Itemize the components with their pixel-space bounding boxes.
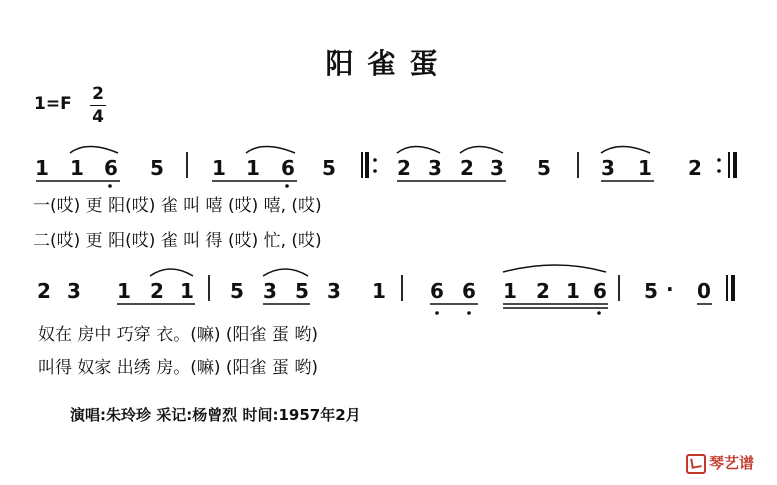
note: 5 <box>150 156 164 180</box>
note: 2 <box>150 279 164 303</box>
page-title: 阳雀蛋 <box>325 47 452 80</box>
note: 1 <box>180 279 194 303</box>
note: 5 <box>322 156 336 180</box>
row2-dots <box>435 311 601 315</box>
row2-lyrics-verse2: 叫得 奴家 出绣 房。(嘛) (阳雀 蛋 哟) <box>38 358 318 378</box>
note: 2 <box>397 156 411 180</box>
note: 1 <box>503 279 517 303</box>
row1-marks <box>36 147 735 182</box>
note: 3 <box>327 279 341 303</box>
note: 1 <box>117 279 131 303</box>
time-signature-top: 2 <box>92 84 104 104</box>
row1-lyrics-verse2: 二(哎) 更 阳(哎) 雀 叫 得 (哎) 忙, (哎) <box>33 231 322 251</box>
note: 1 <box>35 156 49 180</box>
note: 6 <box>593 279 607 303</box>
note: · <box>666 277 674 301</box>
note: 5 <box>537 156 551 180</box>
note: 5 <box>230 279 244 303</box>
logo-text: 琴艺谱 <box>709 454 755 472</box>
credits: 演唱:朱玲珍 采记:杨曾烈 时间:1957年2月 <box>70 406 361 424</box>
row1-lyrics-verse1: 一(哎) 更 阳(哎) 雀 叫 嘻 (哎) 嘻, (哎) <box>33 196 322 216</box>
note: 2 <box>460 156 474 180</box>
key-signature: 1=F <box>34 94 72 114</box>
note: 6 <box>104 156 118 180</box>
row1-dots <box>108 158 721 188</box>
note: 1 <box>566 279 580 303</box>
note: 3 <box>263 279 277 303</box>
note: 3 <box>67 279 81 303</box>
note: 6 <box>281 156 295 180</box>
note: 5 <box>644 279 658 303</box>
row2-notes <box>37 277 711 303</box>
row2-lyrics-verse1: 奴在 房中 巧穿 衣。(嘛) (阳雀 蛋 哟) <box>38 325 318 345</box>
note: 3 <box>490 156 504 180</box>
note: 1 <box>638 156 652 180</box>
note: 1 <box>212 156 226 180</box>
note: 1 <box>70 156 84 180</box>
note: 0 <box>697 279 711 303</box>
note: 6 <box>430 279 444 303</box>
time-signature-bottom: 4 <box>92 107 104 127</box>
note: 5 <box>295 279 309 303</box>
note: 2 <box>536 279 550 303</box>
logo-icon <box>686 454 706 474</box>
note: 6 <box>462 279 476 303</box>
note: 2 <box>688 156 702 180</box>
note: 1 <box>372 279 386 303</box>
row2-marks <box>117 265 733 308</box>
note: 2 <box>37 279 51 303</box>
note: 3 <box>428 156 442 180</box>
brand-logo[interactable] <box>686 452 754 474</box>
note: 3 <box>601 156 615 180</box>
note: 1 <box>246 156 260 180</box>
